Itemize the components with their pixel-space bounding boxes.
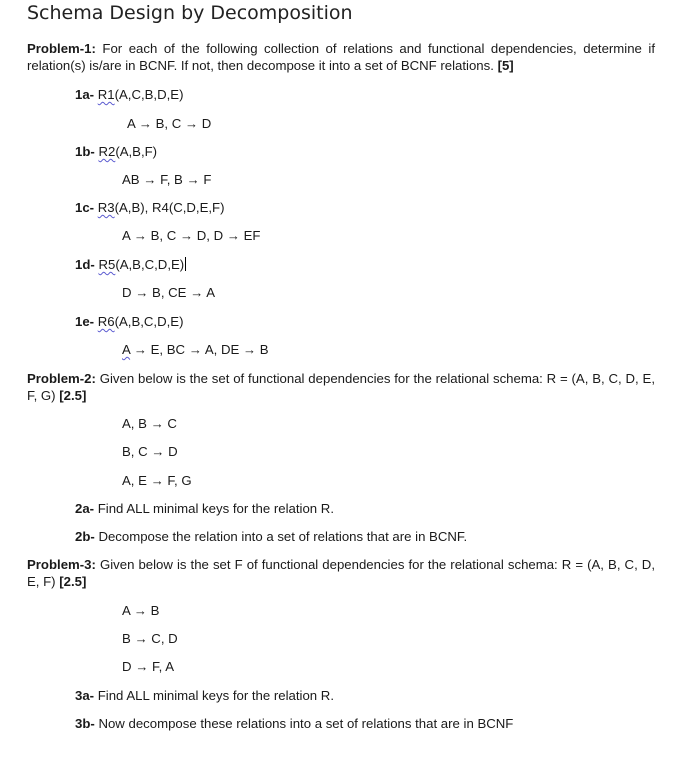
question-2a-label: 2a- [75,501,95,516]
problem-2-fd-1: A, B → C [122,416,177,431]
item-1b-fds: AB → F, B → F [122,172,212,187]
question-2a [75,500,334,517]
item-1e-fd-rest: → E, BC → A, DE → B [130,342,269,357]
item-1e-label: 1e- [75,314,95,329]
item-1a-relation [75,86,183,103]
relation-attrs-r2: (A,B,F) [115,144,158,159]
relation-attrs-r1: (A,C,B,D,E) [114,87,184,102]
problem-3-fd-1: A → B [122,603,160,618]
question-3b-label: 3b- [75,716,95,731]
problem-3-text: Given below is the set F of functional dependencies for the relational schema: R = (A, B, C, D, E, F) [27,557,655,589]
problem-2-fd-2: B, C → D [122,444,178,459]
problem-1-statement [27,40,655,74]
problem-2-points: [2.5] [59,388,87,403]
item-1c-relation [75,199,225,216]
problem-3-fd-2: B → C, D [122,631,178,646]
problem-1-label: Problem-1: [27,41,96,56]
relation-name-r1: R1 [97,87,115,102]
item-1d-label: 1d- [75,257,95,272]
question-3b [75,715,513,732]
problem-2-label: Problem-2: [27,371,96,386]
question-2b-text: Decompose the relation into a set of relations that are in BCNF. [98,529,468,544]
problem-2-statement [27,370,655,404]
item-1e-fd-first: A [122,342,131,357]
question-3b-text: Now decompose these relations into a set of relations that are in BCNF [98,716,514,731]
relation-attrs-r6: (A,B,C,D,E) [114,314,184,329]
problem-3-statement [27,556,655,590]
item-1e-fds [122,341,269,358]
problem-3-label: Problem-3: [27,557,96,572]
question-2b [75,528,467,545]
relation-name-r6: R6 [97,314,115,329]
item-1d-fds: D → B, CE → A [122,285,216,300]
relation-name-r2: R2 [98,144,116,159]
text-cursor [185,257,186,271]
item-1b-relation [75,143,157,160]
problem-3-points: [2.5] [59,574,87,589]
item-1b-label: 1b- [75,144,95,159]
item-1a-label: 1a- [75,87,95,102]
item-1d-relation [75,256,186,273]
item-1c-label: 1c- [75,200,95,215]
problem-3-fd-3: D → F, A [122,659,175,674]
problem-1-points: [5] [497,58,514,73]
question-2b-label: 2b- [75,529,95,544]
problem-2-text: Given below is the set of functional dependencies for the relational schema: R = (A, B, C, D, E, F, G) [27,371,655,403]
question-3a [75,687,334,704]
relation-name-r3: R3 [97,200,115,215]
item-1c-fds: A → B, C → D, D → EF [122,228,261,243]
relation-attrs-r3-r4: (A,B), R4(C,D,E,F) [114,200,225,215]
problem-2-fd-3: A, E → F, G [122,473,192,488]
relation-attrs-r5: (A,B,C,D,E) [115,257,185,272]
question-2a-text: Find ALL minimal keys for the relation R. [97,501,334,516]
item-1a-fds: A → B, C → D [127,116,212,131]
question-3a-label: 3a- [75,688,95,703]
problem-1-text: For each of the following collection of relations and functional dependencies, determine if relation(s) is/are in BCNF. If not, then decompose it into a set of BCNF relations. [27,41,655,73]
document-title: Schema Design by Decomposition [27,2,353,24]
question-3a-text: Find ALL minimal keys for the relation R. [97,688,334,703]
item-1e-relation [75,313,183,330]
relation-name-r5: R5 [98,257,116,272]
